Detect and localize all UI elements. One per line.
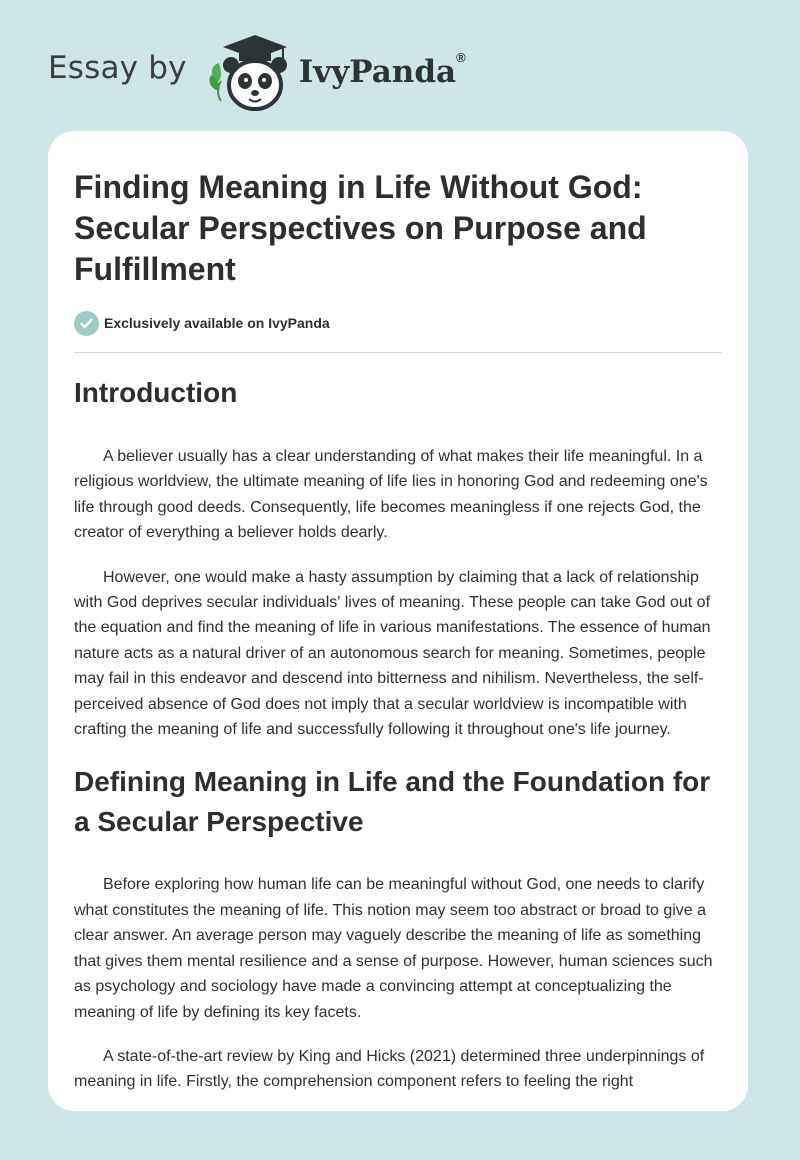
ivypanda-logo-icon[interactable] xyxy=(205,31,295,115)
paragraph: A state-of-the-art review by King and Hicks (2021) determined three underpinnings of meaning in life. Firstly, the comprehension component refers to feeling the right xyxy=(74,1047,705,1091)
divider xyxy=(74,352,722,353)
check-circle-icon xyxy=(74,311,99,336)
page-title: Finding Meaning in Life Without God: Secular Perspectives on Purpose and Fulfillment xyxy=(74,169,647,287)
site-header xyxy=(48,28,466,118)
exclusive-badge xyxy=(74,310,722,336)
registered-mark: ® xyxy=(456,50,466,65)
brand-text: IvyPanda xyxy=(298,54,457,90)
brand-name[interactable] xyxy=(298,50,466,90)
article-card xyxy=(48,131,748,1111)
paragraph: A believer usually has a clear understanding of what makes their life meaningful. In a religious worldview, the ultimate meaning of life lies in honoring God and redeeming one's life through good deeds. Consequently, life becomes meaningless if one rejects God, the creator of everything a believer holds dearly. xyxy=(74,448,708,542)
section-heading-introduction: Introduction xyxy=(74,377,238,408)
paragraph: However, one would make a hasty assumption by claiming that a lack of relationship with God deprives secular individuals' lives of meaning. These people can take God out of the equation and find the meaning of life in various manifestations. The essence of human nature acts as a natural driver of an autonomous search for meaning. Sometimes, people may fail in this endeavor and descend into bitterness and nihilism. Nevertheless, the self-perceived absence of God does not imply that a secular worldview is incompatible with crafting the meaning of life and successfully following it throughout one's life journey. xyxy=(74,568,711,739)
paragraph: Before exploring how human life can be meaningful without God, one needs to clarify what constitutes the meaning of life. This notion may seem too abstract or broad to give a clear answer. An average person may vaguely describe the meaning of life as something that gives them mental resilience and a sense of purpose. However, human sciences such as psychology and sociology have made a convincing attempt at conceptualizing the meaning of life by defining its key facets. xyxy=(74,876,713,1021)
essay-by-label: Essay by xyxy=(48,50,187,86)
exclusive-badge-label: Exclusively available on IvyPanda xyxy=(104,315,330,331)
section-heading-defining-meaning: Defining Meaning in Life and the Foundation for a Secular Perspective xyxy=(74,766,711,838)
